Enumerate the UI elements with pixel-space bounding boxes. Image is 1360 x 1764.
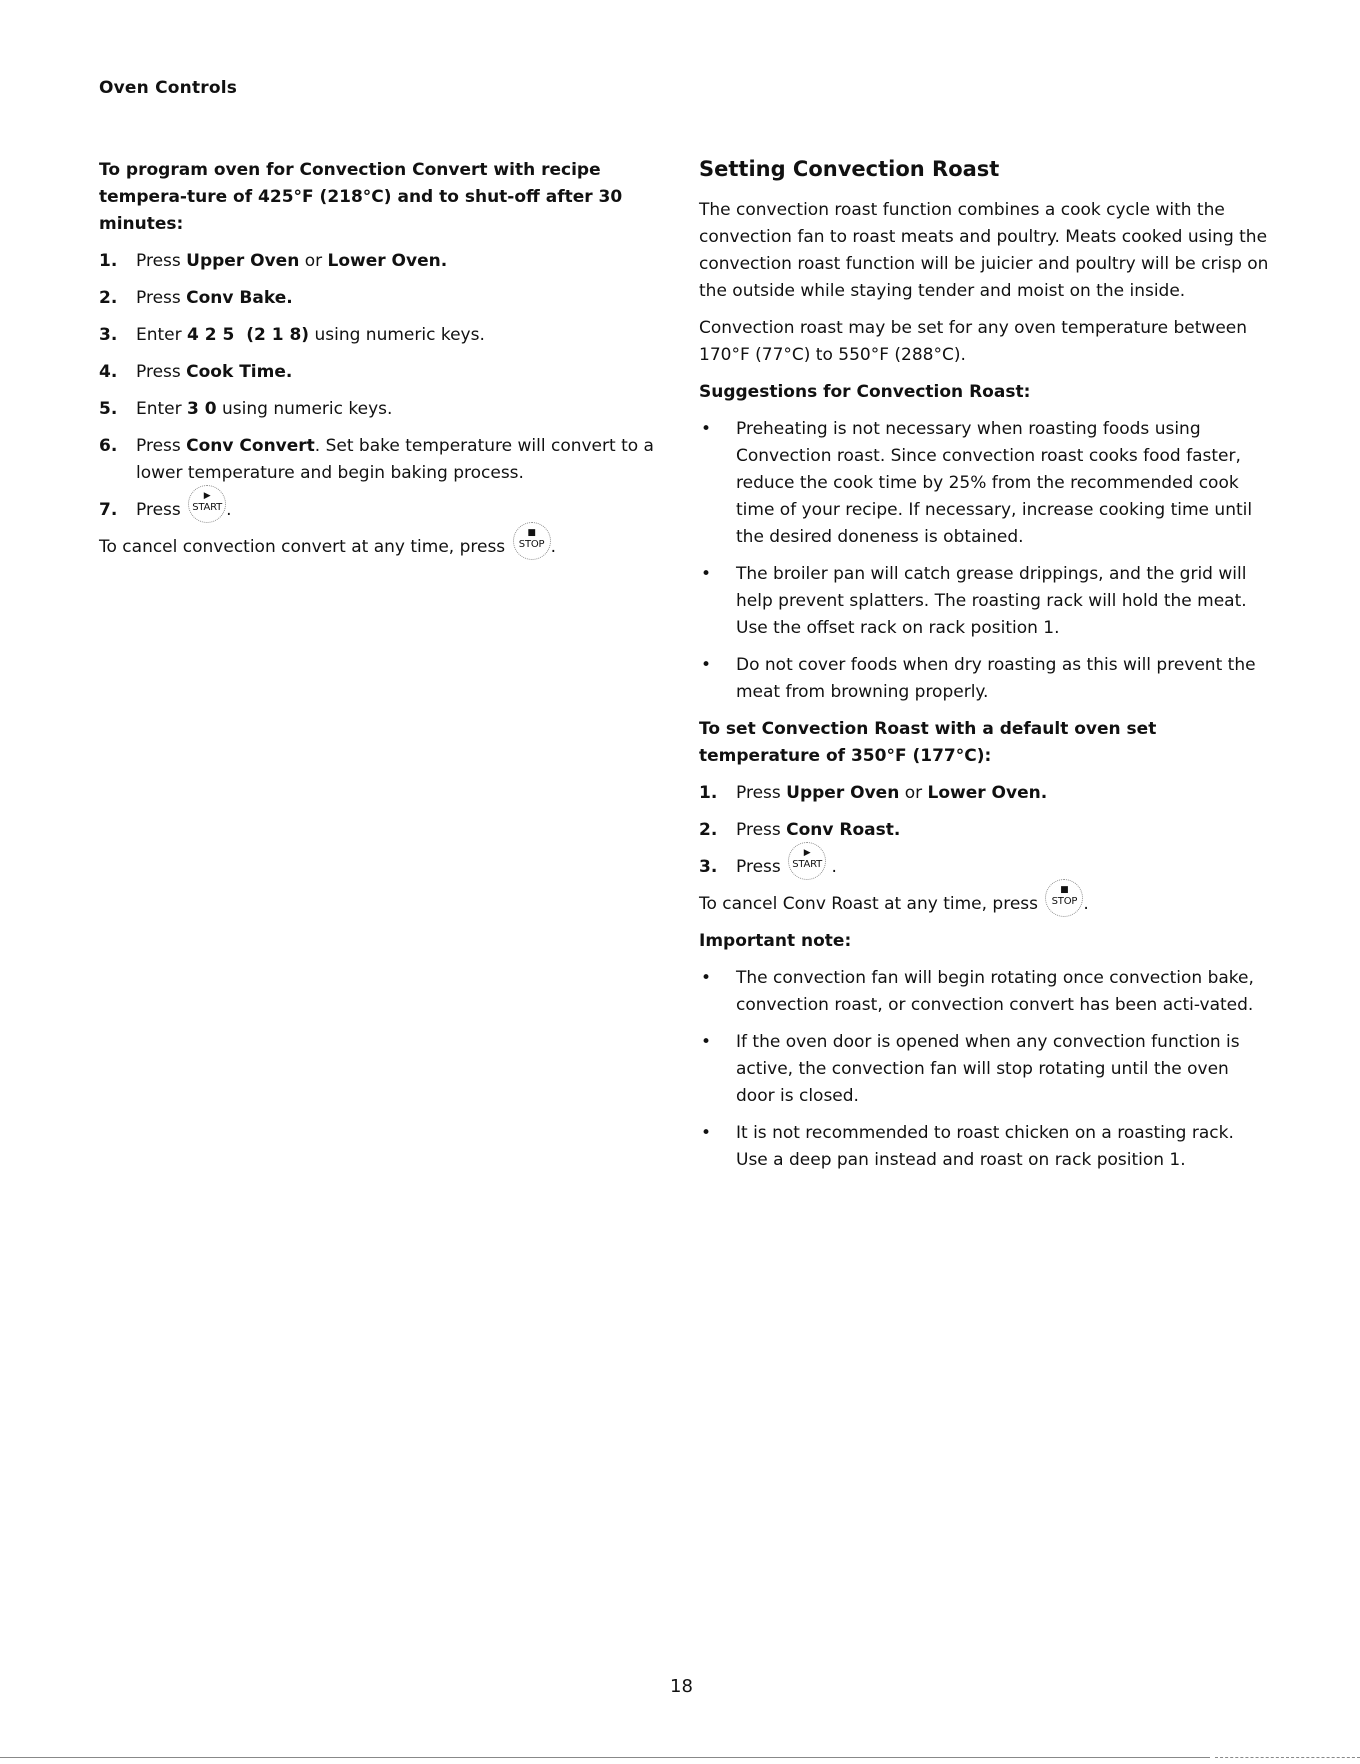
key-name: Conv Convert bbox=[186, 436, 315, 456]
play-icon: ▶ bbox=[203, 491, 211, 501]
cancel-text: To cancel convection convert at any time, press bbox=[99, 537, 511, 557]
list-item bbox=[99, 491, 659, 524]
step-text: Enter bbox=[136, 399, 188, 419]
list-item bbox=[99, 359, 659, 386]
cancel-text: . bbox=[550, 537, 556, 557]
step-text: or bbox=[899, 783, 928, 803]
step-text: Press bbox=[136, 362, 187, 382]
bullet: • bbox=[701, 968, 712, 988]
section-header: Oven Controls bbox=[99, 78, 238, 98]
bullet-text: The broiler pan will catch grease drippings, and the grid will help prevent splatters. The roasting rack will hold the meat. Use the offset rack on rack position 1. bbox=[736, 564, 1247, 638]
step-text: . bbox=[893, 820, 901, 840]
step-text: . bbox=[1040, 783, 1048, 803]
start-key-label: START bbox=[192, 502, 223, 513]
stop-square-icon: ■ bbox=[527, 528, 536, 538]
start-key-icon bbox=[788, 842, 826, 880]
step-text: or bbox=[299, 251, 328, 271]
key-name: Conv Bake bbox=[186, 288, 287, 308]
bullet-text: Do not cover foods when dry roasting as this will prevent the meat from browning properly. bbox=[736, 655, 1256, 702]
list-item bbox=[699, 416, 1269, 551]
left-column bbox=[99, 157, 659, 561]
important-note-heading: Important note: bbox=[699, 931, 852, 951]
page-number: 18 bbox=[670, 1676, 693, 1697]
footer-dashed-rule bbox=[1215, 1757, 1360, 1759]
suggestions-heading: Suggestions for Convection Roast: bbox=[699, 382, 1031, 402]
step-text: . bbox=[826, 857, 837, 877]
key-name: Cook Time bbox=[186, 362, 286, 382]
convert-cancel-note bbox=[99, 528, 659, 561]
list-item bbox=[99, 248, 659, 275]
right-column bbox=[699, 156, 1269, 1184]
bullet-text: Preheating is not necessary when roasting foods using Convection roast. Since convection roast cooks food faster, reduce the cook time by 25% from the recommended cook time of your recipe. If necessary, increase cooking time until the desired doneness is obtained. bbox=[736, 419, 1253, 547]
bullet: • bbox=[701, 1123, 712, 1143]
list-item bbox=[699, 848, 1269, 881]
list-item bbox=[99, 285, 659, 312]
key-name: Upper Oven bbox=[186, 251, 300, 271]
convert-intro: To program oven for Convection Convert with recipe tempera-ture of 425°F (218°C) and to shut-off after 30 minutes: bbox=[99, 160, 623, 234]
list-item bbox=[699, 965, 1269, 1019]
bullet: • bbox=[701, 564, 712, 584]
roast-cancel-note bbox=[699, 885, 1269, 918]
stop-key-label: STOP bbox=[518, 539, 545, 550]
bullet: • bbox=[701, 655, 712, 675]
step-text: . bbox=[226, 500, 232, 520]
step-text: Press bbox=[136, 288, 187, 308]
key-name: Upper Oven bbox=[786, 783, 900, 803]
key-name: Lower Oven bbox=[327, 251, 441, 271]
suggestions-list bbox=[699, 416, 1269, 706]
stop-key-label: STOP bbox=[1051, 896, 1078, 907]
step-text: . bbox=[286, 288, 293, 308]
start-key-icon bbox=[188, 485, 226, 523]
start-key-label: START bbox=[792, 859, 823, 870]
step-number: 7. bbox=[99, 500, 118, 520]
bullet-text: If the oven door is opened when any convection function is active, the convection fan will stop rotating until the oven door is closed. bbox=[736, 1032, 1240, 1106]
stop-key-icon bbox=[1045, 879, 1083, 917]
list-item bbox=[699, 1029, 1269, 1110]
step-number: 2. bbox=[699, 820, 718, 840]
step-number: 3. bbox=[99, 325, 118, 345]
convert-steps bbox=[99, 248, 659, 524]
step-text: . Set bake temperature will convert to a lower temperature and begin baking process. bbox=[136, 436, 654, 483]
set-roast-heading: To set Convection Roast with a default oven set temperature of 350°F (177°C): bbox=[699, 719, 1157, 766]
step-text: using numeric keys. bbox=[309, 325, 485, 345]
roast-temperature-range: Convection roast may be set for any oven temperature between 170°F (77°C) to 550°F (288°C). bbox=[699, 318, 1248, 365]
step-number: 2. bbox=[99, 288, 118, 308]
bullet-text: The convection fan will begin rotating once convection bake, convection roast, or convection convert has been acti-vated. bbox=[736, 968, 1254, 1015]
stop-key-icon bbox=[513, 522, 551, 560]
step-text: . bbox=[440, 251, 448, 271]
step-number: 1. bbox=[99, 251, 118, 271]
step-text: Press bbox=[736, 857, 787, 877]
list-item bbox=[699, 1120, 1269, 1174]
key-name: 3 0 bbox=[187, 399, 217, 419]
important-notes-list bbox=[699, 965, 1269, 1174]
cancel-text: To cancel Conv Roast at any time, press bbox=[699, 894, 1044, 914]
step-text: using numeric keys. bbox=[216, 399, 393, 419]
list-item bbox=[699, 652, 1269, 706]
step-text: Press bbox=[736, 783, 787, 803]
bullet-text: It is not recommended to roast chicken on a roasting rack. Use a deep pan instead and roast on rack position 1. bbox=[736, 1123, 1234, 1170]
roast-steps bbox=[699, 780, 1269, 881]
play-icon: ▶ bbox=[803, 848, 811, 858]
step-text: Press bbox=[136, 436, 187, 456]
bullet: • bbox=[701, 1032, 712, 1052]
step-text: Press bbox=[136, 500, 187, 520]
key-name: 4 2 5 (2 1 8) bbox=[187, 325, 310, 345]
list-item bbox=[99, 396, 659, 423]
step-text: Enter bbox=[136, 325, 188, 345]
list-item bbox=[699, 780, 1269, 807]
step-text: Press bbox=[736, 820, 787, 840]
list-item bbox=[99, 322, 659, 349]
step-number: 6. bbox=[99, 436, 118, 456]
list-item bbox=[99, 433, 659, 487]
bullet: • bbox=[701, 419, 712, 439]
step-text: . bbox=[285, 362, 293, 382]
list-item bbox=[699, 561, 1269, 642]
key-name: Conv Roast bbox=[786, 820, 894, 840]
footer-rule bbox=[0, 1757, 1210, 1758]
page-title: Setting Convection Roast bbox=[699, 157, 1000, 181]
roast-description: The convection roast function combines a cook cycle with the convection fan to roast meats and poultry. Meats cooked using the convection roast function will be juicier and poultry will be crisp on the outside while staying tender and moist on the inside. bbox=[699, 200, 1269, 301]
step-text: Press bbox=[136, 251, 187, 271]
list-item bbox=[699, 817, 1269, 844]
step-number: 4. bbox=[99, 362, 118, 382]
step-number: 5. bbox=[99, 399, 118, 419]
key-name: Lower Oven bbox=[927, 783, 1041, 803]
step-number: 1. bbox=[699, 783, 718, 803]
cancel-text: . bbox=[1083, 894, 1089, 914]
step-number: 3. bbox=[699, 857, 718, 877]
stop-square-icon: ■ bbox=[1060, 885, 1069, 895]
